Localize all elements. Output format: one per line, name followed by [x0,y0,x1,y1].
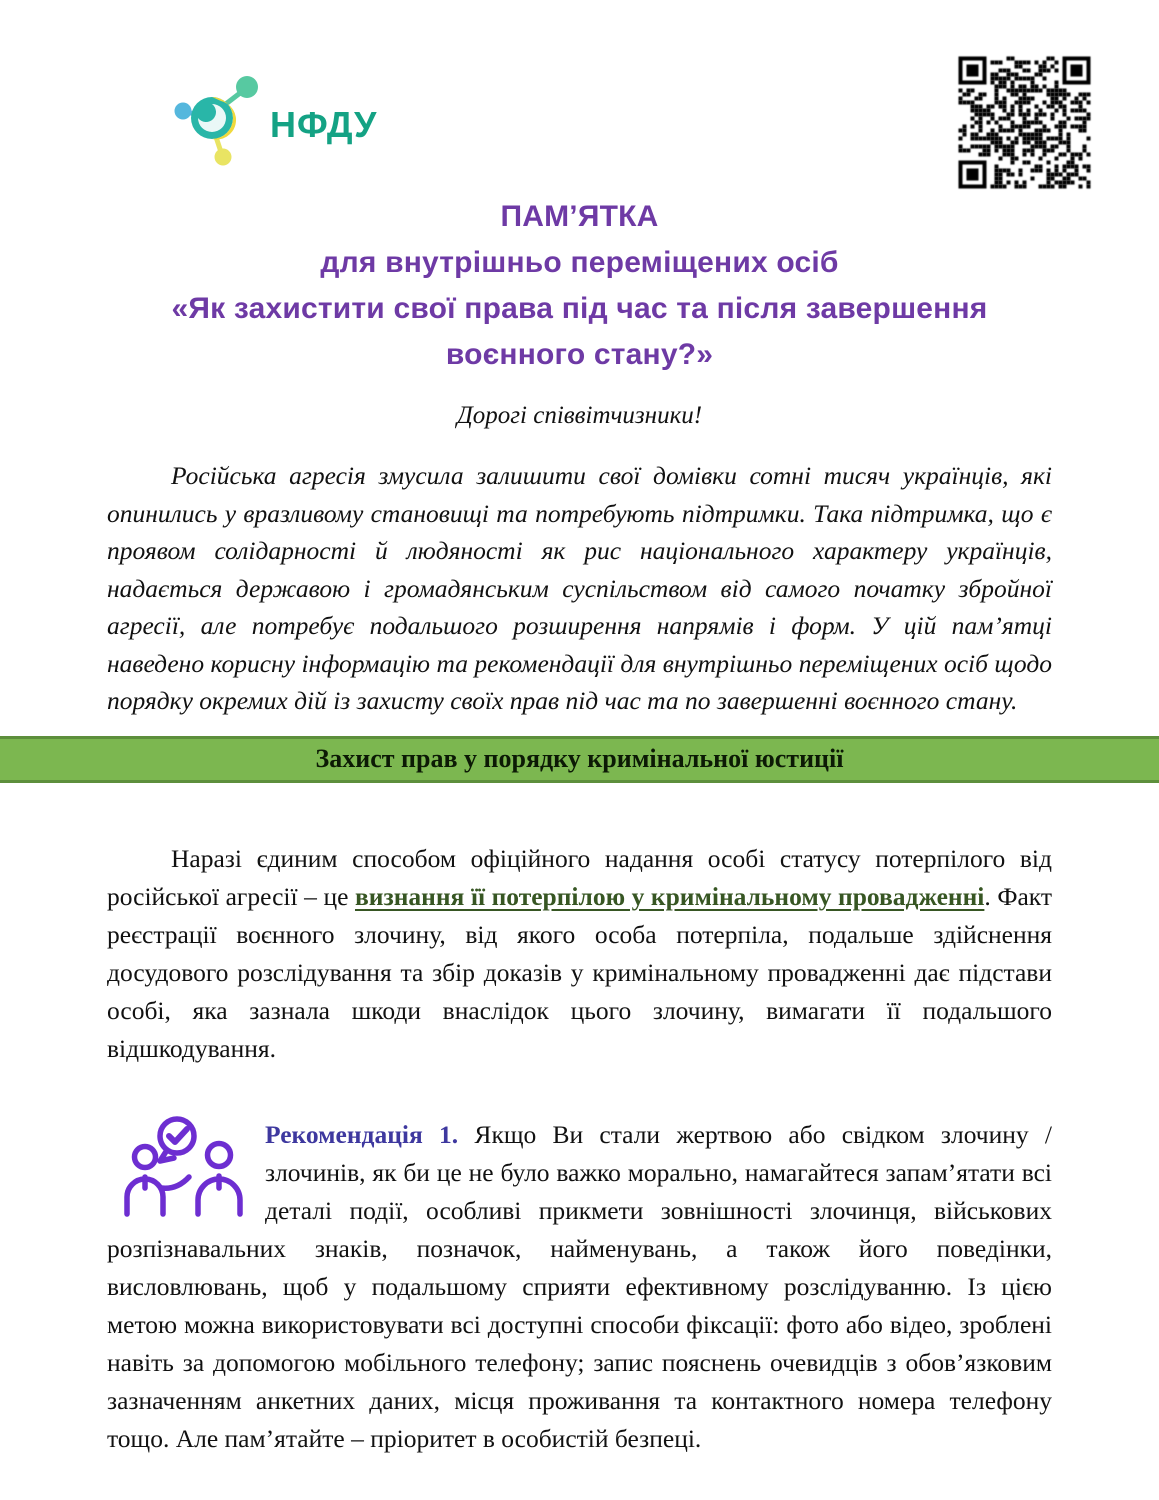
highlighted-phrase: визнання її потерпілою у кримінальному провадженні [354,881,985,911]
page-header [0,0,1159,190]
recommendation-text: Якщо Ви стали жертвою або свідком злочину / злочинів, як би це не було важко морально, намагайтеся запам’ятати всі деталі події, особливі прикмети зовнішності злочинця, військових розпізнавальних знаків, позначок, найменувань, а також його поведінки, висловлювань, щоб у подальшому сприяти ефективному розслідуванню. Із цією метою можна використовувати всі доступні способи фіксації: фото або відео, зроблені навіть за допомогою мобільного телефону; запис пояснень очевидців з обов’язковим зазначенням анкетних даних, місця проживання та контактного номера телефону тощо. Але пам’ятайте – пріоритет в особистій безпеці. [107,1119,1052,1453]
paragraph-text-before: Наразі єдиним способом офіційного надання особі статусу потерпілого від російської агресії – це [107,843,1052,911]
title-line-1: ПАМ’ЯТКА [500,200,659,233]
content-column [0,194,1159,720]
criminal-justice-paragraph [107,840,1052,1068]
section-banner-title: Захист прав у порядку кримінальної юстиції [315,744,844,773]
content-column-2 [0,840,1159,1458]
recommendation-label: Рекомендація 1. [265,1119,459,1149]
document-title [107,194,1052,378]
qr-code [956,54,1093,191]
people-discussion-check-icon [107,1114,265,1218]
logo-wordmark: НФДУ [270,104,378,145]
section-banner [0,736,1159,783]
title-line-4: воєнного стану?» [445,338,714,371]
salutation: Дорогі співвітчизники! [456,402,703,429]
molecule-network-icon [168,68,264,168]
intro-paragraph: Російська агресія змусила залишити свої домівки сотні тисяч українців, які опинились у вразливому становищі та потребують підтримки. Така підтримка, що є проявом солідарності й людяності як рис національного характеру українців, надається державою і громадянським суспільством від самого початку збройної агресії, але потребує подальшого розширення напрямів і форм. У цій пам’ятці наведено корисну інформацію та рекомендації для внутрішньо переміщених осіб щодо порядку окремих дій із захисту своїх прав під час та по завершенні воєнного стану. [107,461,1052,715]
paragraph-text-after: . Факт реєстрації воєнного злочину, від якого особа потерпіла, подальше здійснення досудового розслідування та збір доказів у кримінальному провадженні дає підстави особі, яка зазнала шкоди внаслідок цього злочину, вимагати її подальшого відшкодування. [107,881,1052,1063]
title-line-2: для внутрішньо переміщених осіб [320,246,839,279]
recommendation-1 [107,1116,1052,1458]
title-line-3: «Як захистити свої права під час та після завершення [171,292,988,325]
nfdu-logo [168,68,377,168]
